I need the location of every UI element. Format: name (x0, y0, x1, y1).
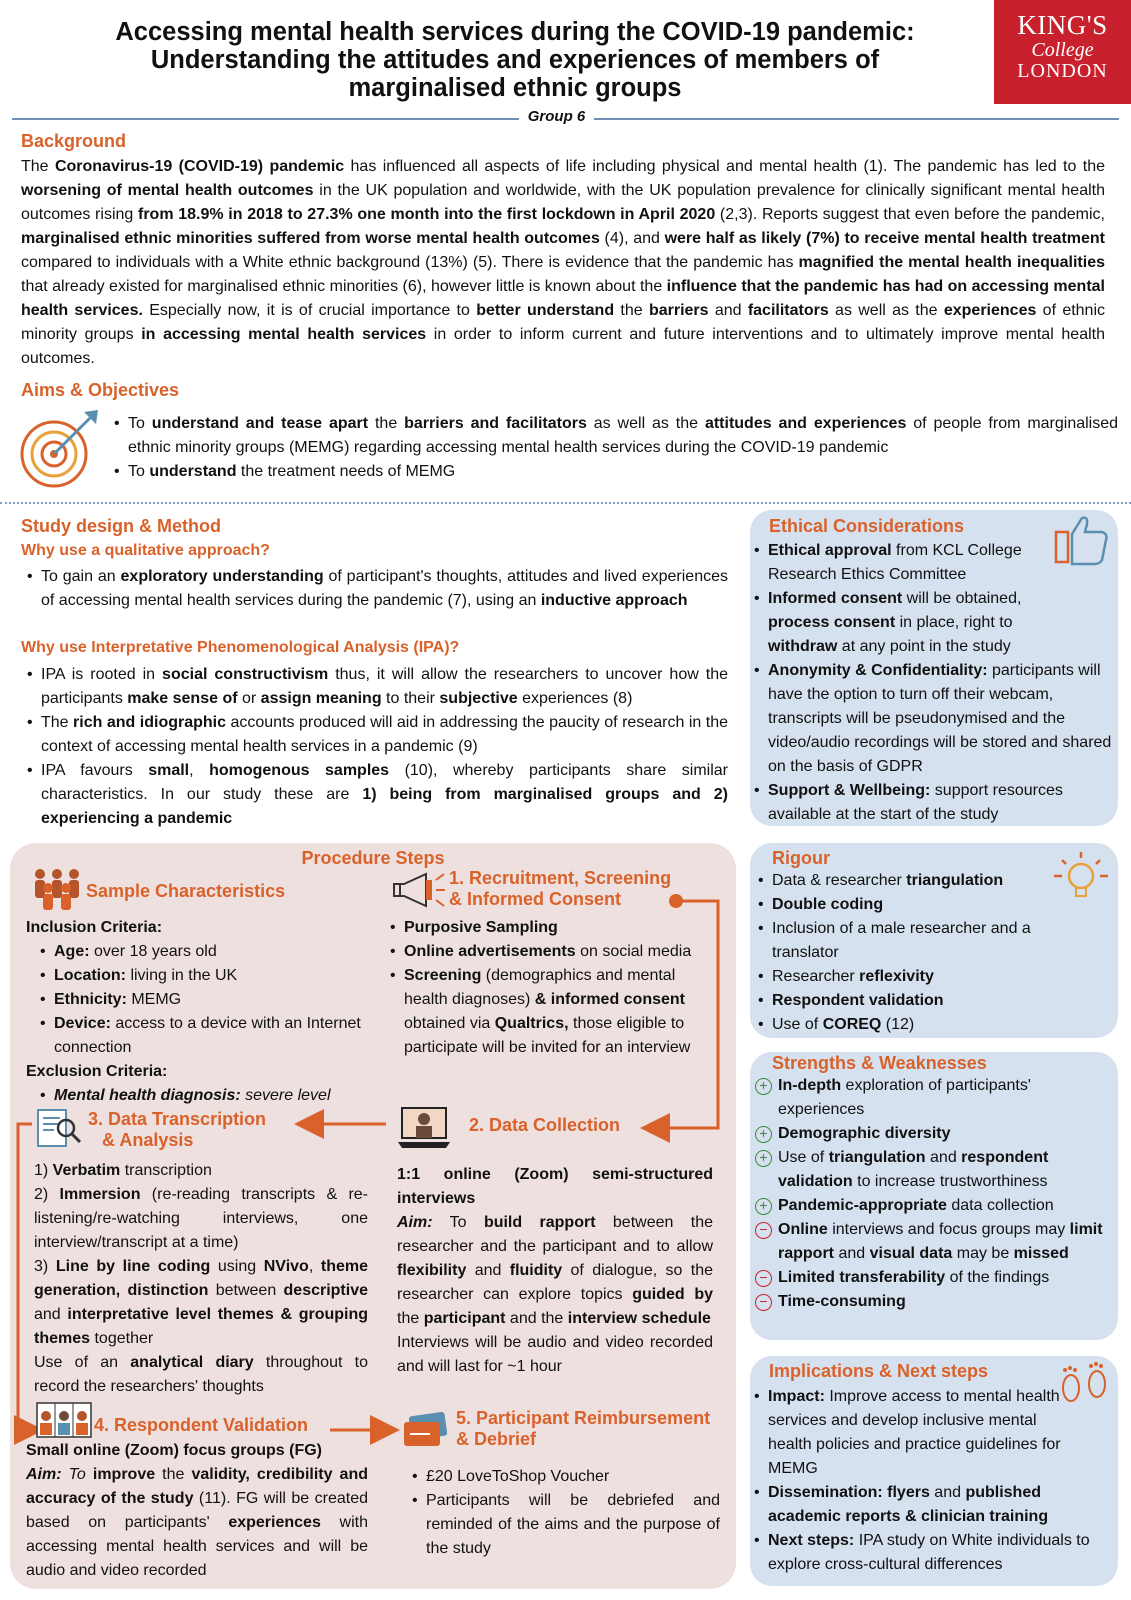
exclusion-criteria-heading: Exclusion Criteria: (26, 1063, 168, 1080)
respondent-validation-text: Small online (Zoom) focus groups (FG) Aim: To improve the validity, credibility and accuracy of the study (11). FG will be created based on participants' experiences with accessing mental health services and will be audio and video recorded (26, 1442, 369, 1579)
reimbursement-heading: 5. Participant Reimbursement & Debrief (456, 1408, 711, 1449)
document-magnifier-icon (34, 1106, 82, 1152)
list-item: • To understand and tease apart the barriers and facilitators as well as the attitudes and experiences of people from marginalised ethnic minority groups (MEMG) regarding accessing mental health services during the COVID-19 pandemic (112, 412, 1118, 460)
list-item: • Online advertisements on social media (388, 940, 712, 964)
poster-title (60, 18, 970, 102)
ethics-heading: Ethical Considerations (769, 516, 965, 536)
people-group-icon (30, 866, 84, 910)
list-item: • Researcher reflexivity (756, 965, 1056, 989)
voucher-icon (400, 1410, 450, 1450)
ipa-subheading: Why use Interpretative Phenomenological Analysis (IPA)? (21, 639, 460, 656)
megaphone-icon (390, 870, 446, 910)
list-item: • Participants will be debriefed and reminded of the aims and the purpose of the study (410, 1489, 720, 1561)
list-item: • Mental health diagnosis: severe level (38, 1084, 378, 1108)
rigour-heading: Rigour (772, 848, 830, 868)
minus-icon: − (755, 1222, 772, 1239)
list-item: • Screening (demographics and mental health diagnoses) & informed consent obtained via Qualtrics, those eligible to participate will be invited for an interview (388, 964, 712, 1060)
list-item: • IPA is rooted in social constructivism thus, it will allow the researchers to uncover how the participants make sense of or assign meaning to their subjective experiences (8) (25, 663, 728, 711)
rigour-list (756, 869, 1056, 1037)
list-item: • Double coding (756, 893, 1056, 917)
list-item: • Age: over 18 years old (38, 940, 378, 964)
reimbursement-list (410, 1465, 720, 1561)
list-item: • The rich and idiographic accounts produced will aid in addressing the paucity of research in the context of accessing mental health services in a pandemic (9) (25, 711, 728, 759)
list-item: • Data & researcher triangulation (756, 869, 1056, 893)
ethics-list (752, 539, 1112, 827)
list-item: • £20 LoveToShop Voucher (410, 1465, 720, 1489)
ipa-list (25, 663, 728, 831)
weakness-item: − Limited transferability of the findings (754, 1266, 1114, 1290)
list-item: • Respondent validation (756, 989, 1056, 1013)
list-item: • Use of COREQ (12) (756, 1013, 1056, 1037)
list-item: • Device: access to a device with an Internet connection (38, 1012, 378, 1060)
exclusion-criteria-list (38, 1084, 378, 1108)
focus-group-icon (36, 1402, 92, 1438)
data-collection-text: 1:1 online (Zoom) semi-structured interviews Aim: To build rapport between the researcher and the participant and to allow flexibility and fluidity of dialogue, so the researcher can explore topics guided by the participant and the interview schedule Interviews will be audio and video recorded and will last for ~1 hour (397, 1166, 714, 1375)
weakness-item: − Time-consuming (754, 1290, 1114, 1314)
minus-icon: − (755, 1270, 772, 1287)
video-call-laptop-icon (396, 1106, 452, 1150)
divider (12, 118, 519, 120)
inclusion-criteria-list (38, 940, 378, 1060)
data-transcription-text: 1) Verbatim transcription 2) Immersion (re-reading transcripts & re-listening/re-watching interviews, one interview/transcript at a time) 3) Line by line coding using NVivo, theme generation, distinction between descriptive and interpretative level themes & grouping themes together Use of an analytical diary throughout to record the researchers' thoughts (34, 1162, 369, 1395)
list-item: • Ethnicity: MEMG (38, 988, 378, 1012)
strength-item: + Pandemic-appropriate data collection (754, 1194, 1114, 1218)
background-heading: Background (21, 131, 127, 151)
list-item: • Purposive Sampling (388, 916, 712, 940)
title-line-2: Understanding the attitudes and experiences of members of (150, 46, 880, 74)
recruitment-heading: 1. Recruitment, Screening & Informed Consent (449, 868, 672, 909)
lightbulb-icon (1050, 848, 1112, 910)
sample-characteristics-heading: Sample Characteristics (86, 881, 286, 901)
study-design-heading: Study design & Method (21, 516, 221, 536)
aims-heading: Aims & Objectives (21, 380, 180, 400)
list-item: • To gain an exploratory understanding of participant's thoughts, attitudes and lived experiences of accessing mental health services during the pandemic (7), using an inductive approach (25, 565, 728, 613)
list-item: • Next steps: IPA study on White individuals to explore cross-cultural differences (752, 1529, 1112, 1577)
list-item: • Informed consent will be obtained, process consent in place, right to withdraw at any point in the study (752, 587, 1112, 659)
aims-list (112, 412, 1118, 484)
kings-college-logo: KING'S College LONDON (994, 0, 1131, 104)
strength-item: + In-depth exploration of participants' experiences (754, 1074, 1114, 1122)
target-icon (18, 408, 100, 490)
list-item: • Inclusion of a male researcher and a translator (756, 917, 1056, 965)
recruitment-list (388, 916, 712, 1060)
divider (594, 118, 1119, 120)
plus-icon: + (755, 1150, 772, 1167)
respondent-validation-heading: 4. Respondent Validation (94, 1415, 309, 1435)
section-divider (0, 502, 1131, 504)
list-item: • Ethical approval from KCL College Research Ethics Committee (752, 539, 1112, 587)
group-label: Group 6 (527, 108, 586, 125)
implications-list (752, 1385, 1112, 1577)
list-item: • Impact: Improve access to mental health services and develop inclusive mental health policies and practice guidelines for MEMG (752, 1385, 1112, 1481)
strength-item: + Use of triangulation and respondent validation to increase trustworthiness (754, 1146, 1114, 1194)
qualitative-subheading: Why use a qualitative approach? (21, 542, 270, 559)
inclusion-criteria-heading: Inclusion Criteria: (26, 919, 163, 936)
background-text: The Coronavirus-19 (COVID-19) pandemic has influenced all aspects of life including physical and mental health (1). The pandemic has led to the worsening of mental health outcomes in the UK population and worldwide, with the UK population prevalence for clinically significant mental health outcomes rising from 18.9% in 2018 to 27.3% one month into the first lockdown in April 2020 (2,3). Reports suggest that even before the pandemic, marginalised ethnic minorities suffered from worse mental health outcomes (4), and were half as likely (7%) to receive mental health treatment compared to individuals with a White ethnic background (13%) (5). There is evidence that the pandemic has magnified the mental health inequalities that already existed for marginalised ethnic minorities (6), however little is known about the influence that the pandemic has had on accessing mental health services. Especially now, it is of crucial importance to better understand the barriers and facilitators as well as the experiences of ethnic minority groups in accessing mental health services in order to inform current and future interventions and to ultimately improve mental health outcomes. (21, 158, 1106, 367)
strengths-weaknesses-list (754, 1074, 1114, 1314)
strengths-weaknesses-heading: Strengths & Weaknesses (772, 1053, 987, 1073)
qualitative-list (25, 565, 728, 613)
data-collection-heading: 2. Data Collection (469, 1115, 621, 1135)
data-transcription-heading: 3. Data Transcription & Analysis (88, 1109, 267, 1150)
list-item: • Location: living in the UK (38, 964, 378, 988)
list-item: • Support & Wellbeing: support resources available at the start of the study (752, 779, 1112, 827)
list-item: • Dissemination: flyers and published academic reports & clinician training (752, 1481, 1112, 1529)
plus-icon: + (755, 1198, 772, 1215)
weakness-item: − Online interviews and focus groups may limit rapport and visual data may be missed (754, 1218, 1114, 1266)
list-item: • Anonymity & Confidentiality: participants will have the option to turn off their webcam, transcripts will be pseudonymised and the video/audio recordings will be stored and shared on the basis of GDPR (752, 659, 1112, 779)
title-line-1: Accessing mental health services during the COVID-19 pandemic: (115, 18, 915, 46)
plus-icon: + (755, 1126, 772, 1143)
minus-icon: − (755, 1294, 772, 1311)
title-line-3: marginalised ethnic groups (348, 74, 682, 102)
plus-icon: + (755, 1078, 772, 1095)
list-item: • To understand the treatment needs of MEMG (112, 460, 1118, 484)
procedure-heading: Procedure Steps (301, 848, 445, 868)
strength-item: + Demographic diversity (754, 1122, 1114, 1146)
implications-heading: Implications & Next steps (769, 1361, 989, 1381)
list-item: • IPA favours small, homogenous samples (10), whereby participants share similar characteristics. In our study these are 1) being from marginalised groups and 2) experiencing a pandemic (25, 759, 728, 831)
